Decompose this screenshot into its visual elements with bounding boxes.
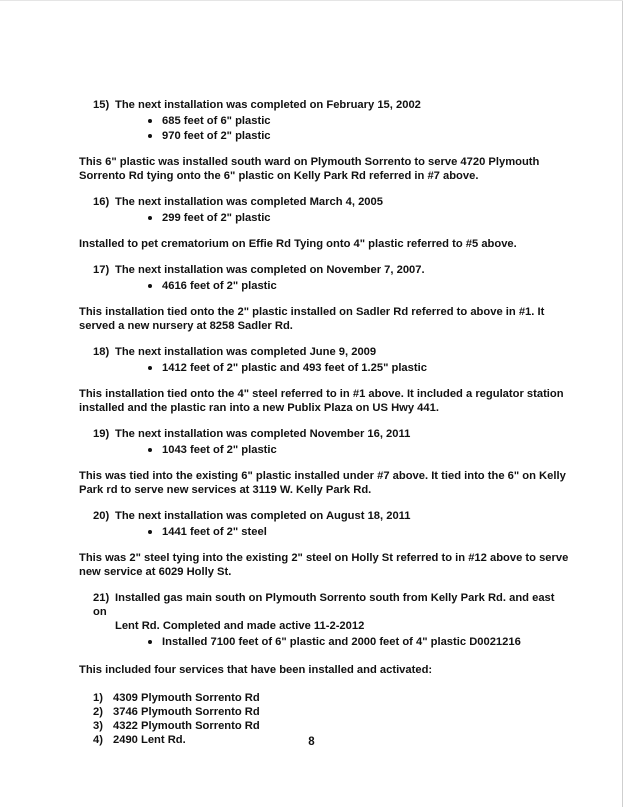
bullet-item: Installed 7100 feet of 6" plastic and 2000 feet of 4" plastic D0021216	[148, 635, 569, 649]
service-number: 4)	[93, 734, 103, 746]
item-text: The next installation was completed March 4, 2005	[115, 196, 383, 208]
bullet-item: 1043 feet of 2" plastic	[148, 443, 569, 457]
bullet-list	[93, 635, 569, 649]
service-address: 4309 Plymouth Sorrento Rd	[113, 692, 260, 704]
bullet-item: 685 feet of 6" plastic	[148, 114, 569, 128]
service-address: 2490 Lent Rd.	[113, 734, 186, 746]
page-top-edge	[0, 0, 623, 1]
item-text: The next installation was completed June 9, 2009	[115, 346, 377, 358]
installation-item-17	[93, 263, 569, 293]
installation-note-18: This installation tied onto the 4" steel referred to in #1 above. It included a regulator station installed and the plastic ran into a new Publix Plaza on US Hwy 441.	[79, 388, 564, 414]
item-number: 17)	[93, 264, 110, 276]
item-number: 15)	[93, 99, 110, 111]
installation-item-21	[93, 591, 569, 649]
bullet-item: 299 feet of 2" plastic	[148, 211, 569, 225]
bullet-item: 4616 feet of 2" plastic	[148, 279, 569, 293]
service-item	[93, 719, 569, 733]
bullet-list	[93, 114, 569, 143]
item-text-line2: Lent Rd. Completed and made active 11-2-2012	[115, 620, 365, 632]
installation-item-16	[93, 195, 569, 225]
bullet-list	[93, 361, 569, 375]
installation-item-18	[93, 345, 569, 375]
service-number: 3)	[93, 720, 103, 732]
bullet-list	[93, 443, 569, 457]
item-text: The next installation was completed on February 15, 2002	[115, 99, 421, 111]
item-text: The next installation was completed November 16, 2011	[115, 428, 411, 440]
installation-item-15	[93, 98, 569, 143]
document-body	[79, 98, 569, 747]
bullet-list	[93, 211, 569, 225]
item-number: 18)	[93, 346, 110, 358]
installation-item-20	[93, 509, 569, 539]
item-text: The next installation was completed on August 18, 2011	[115, 510, 411, 522]
installation-note-15: This 6" plastic was installed south ward on Plymouth Sorrento to serve 4720 Plymouth Sorrento Rd tying onto the 6" plastic on Kelly Park Rd referred in #7 above.	[79, 156, 540, 182]
item-number: 19)	[93, 428, 110, 440]
installation-note-17: This installation tied onto the 2" plastic installed on Sadler Rd referred to above in #1. It served a new nursery at 8258 Sadler Rd.	[79, 306, 545, 332]
item-number: 21)	[93, 592, 110, 604]
item-text-line1: Installed gas main south on Plymouth Sorrento south from Kelly Park Rd. and east on	[93, 592, 555, 618]
bullet-item: 1441 feet of 2" steel	[148, 525, 569, 539]
bullet-list	[93, 279, 569, 293]
item-number: 20)	[93, 510, 110, 522]
bullet-list	[93, 525, 569, 539]
service-address: 3746 Plymouth Sorrento Rd	[113, 706, 260, 718]
installation-item-19	[93, 427, 569, 457]
item-text: The next installation was completed on November 7, 2007.	[115, 264, 425, 276]
installation-note-16: Installed to pet crematorium on Effie Rd Tying onto 4" plastic referred to #5 above.	[79, 238, 517, 250]
bullet-item: 970 feet of 2" plastic	[148, 129, 569, 143]
page-number: 8	[308, 736, 315, 748]
bullet-item: 1412 feet of 2" plastic and 493 feet of 1.25" plastic	[148, 361, 569, 375]
service-number: 1)	[93, 692, 103, 704]
service-item	[93, 705, 569, 719]
installation-note-19: This was tied into the existing 6" plastic installed under #7 above. It tied into the 6" on Kelly Park rd to serve new services at 3119 W. Kelly Park Rd.	[79, 470, 566, 496]
installation-note-20: This was 2" steel tying into the existing 2" steel on Holly St referred to in #12 above to serve new service at 6029 Holly St.	[79, 552, 569, 578]
service-item	[93, 691, 569, 705]
item-number: 16)	[93, 196, 110, 208]
service-address: 4322 Plymouth Sorrento Rd	[113, 720, 260, 732]
services-intro: This included four services that have been installed and activated:	[79, 664, 433, 676]
service-number: 2)	[93, 706, 103, 718]
